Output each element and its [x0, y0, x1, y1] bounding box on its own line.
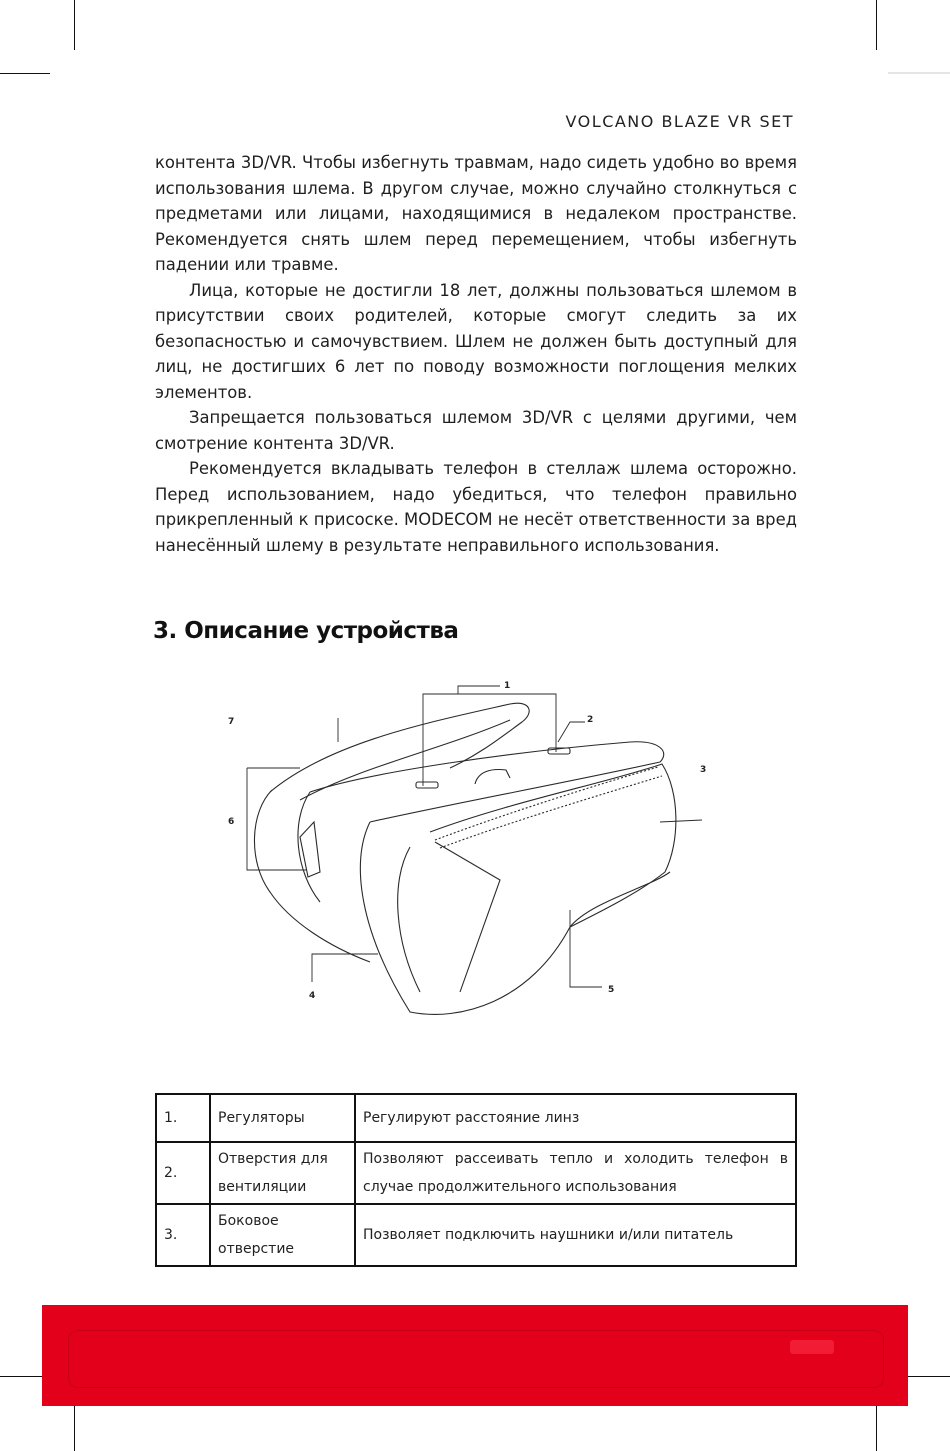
- crop-mark: [876, 1405, 877, 1451]
- paragraph: Рекомендуется вкладывать телефон в стеллаж шлема осторожно. Перед использованием, надо убедиться, что телефон правильно прикрепленный к присоске. MODECOM не несёт ответственности за вред нанесённый шлему в результате неправильного использования.: [155, 459, 797, 555]
- leader-line: [558, 722, 585, 742]
- table-row: [156, 1204, 796, 1266]
- page-number-tab: [790, 1340, 834, 1354]
- table-cell-num: 3.: [156, 1204, 210, 1266]
- footer-frame: [68, 1330, 884, 1388]
- table-cell-name: Боковое отверстие: [210, 1204, 355, 1266]
- top-shell: [310, 742, 664, 822]
- diagram-label-5: 5: [608, 985, 615, 995]
- table-cell-num: 1.: [156, 1094, 210, 1142]
- paragraph: Лица, которые не достигли 18 лет, должны пользоваться шлемом в присутствии своих родителей, которые смогут следить за их безопасностью и самочувствием. Шлем не должен быть доступный для лиц, не достигших 6 лет по поводу возможности поглощения мелких элементов.: [155, 280, 797, 402]
- diagram-label-3: 3: [700, 765, 707, 775]
- leader-line: [312, 954, 378, 982]
- running-header: VOLCANO BLAZE VR SET: [565, 112, 794, 131]
- crop-mark: [74, 0, 75, 50]
- diagram-label-6: 6: [228, 817, 235, 827]
- parts-table: [155, 1093, 797, 1267]
- table-cell-desc: Регулируют расстояние линз: [355, 1094, 796, 1142]
- leader-line: [458, 686, 500, 694]
- crop-mark: [876, 0, 877, 50]
- head-strap-inner: [300, 720, 510, 800]
- vent-strip: [440, 776, 662, 848]
- table-row: [156, 1094, 796, 1142]
- crop-mark: [0, 73, 50, 74]
- head-strap: [270, 703, 529, 792]
- adjuster-knob: [416, 782, 438, 788]
- table-cell-desc: Позволяют рассеивать тепло и холодить телефон в случае продолжительного использования: [355, 1142, 796, 1204]
- body-text: [155, 150, 797, 558]
- section-title: 3. Описание устройства: [153, 618, 459, 644]
- vr-headset-diagram: [210, 672, 730, 1032]
- vent-strip: [435, 767, 658, 840]
- top-handle: [475, 770, 510, 784]
- paragraph: Запрещается пользоваться шлемом 3D/VR с целями другими, чем смотрение контента 3D/VR.: [155, 408, 797, 453]
- table-row: [156, 1142, 796, 1204]
- body-shell: [360, 822, 670, 1014]
- front-panel: [430, 764, 676, 927]
- header-rule: [888, 72, 950, 74]
- crop-mark: [74, 1405, 75, 1451]
- diagram-label-4: 4: [309, 991, 316, 1001]
- table-cell-name: Отверстия для вентиляции: [210, 1142, 355, 1204]
- diagram-label-1: 1: [504, 681, 511, 691]
- paragraph: контента 3D/VR. Чтобы избегнуть травмам, надо сидеть удобно во время использования шлема. В другом случае, можно случайно столкнуться с предметами или лицами, находящимися в недалеком пространстве. Рекомендуется снять шлем перед перемещением, чтобы избегнуть падении или травме.: [155, 153, 797, 274]
- body-side: [398, 847, 420, 992]
- front-inner: [435, 842, 500, 992]
- diagram-label-7: 7: [228, 717, 235, 727]
- table-cell-num: 2.: [156, 1142, 210, 1204]
- table-cell-desc: Позволяет подключить наушники и/или питатель: [355, 1204, 796, 1266]
- leader-line: [660, 820, 702, 822]
- leader-line: [423, 694, 556, 786]
- diagram-label-2: 2: [587, 715, 594, 725]
- table-cell-name: Регуляторы: [210, 1094, 355, 1142]
- face-cushion: [254, 790, 370, 962]
